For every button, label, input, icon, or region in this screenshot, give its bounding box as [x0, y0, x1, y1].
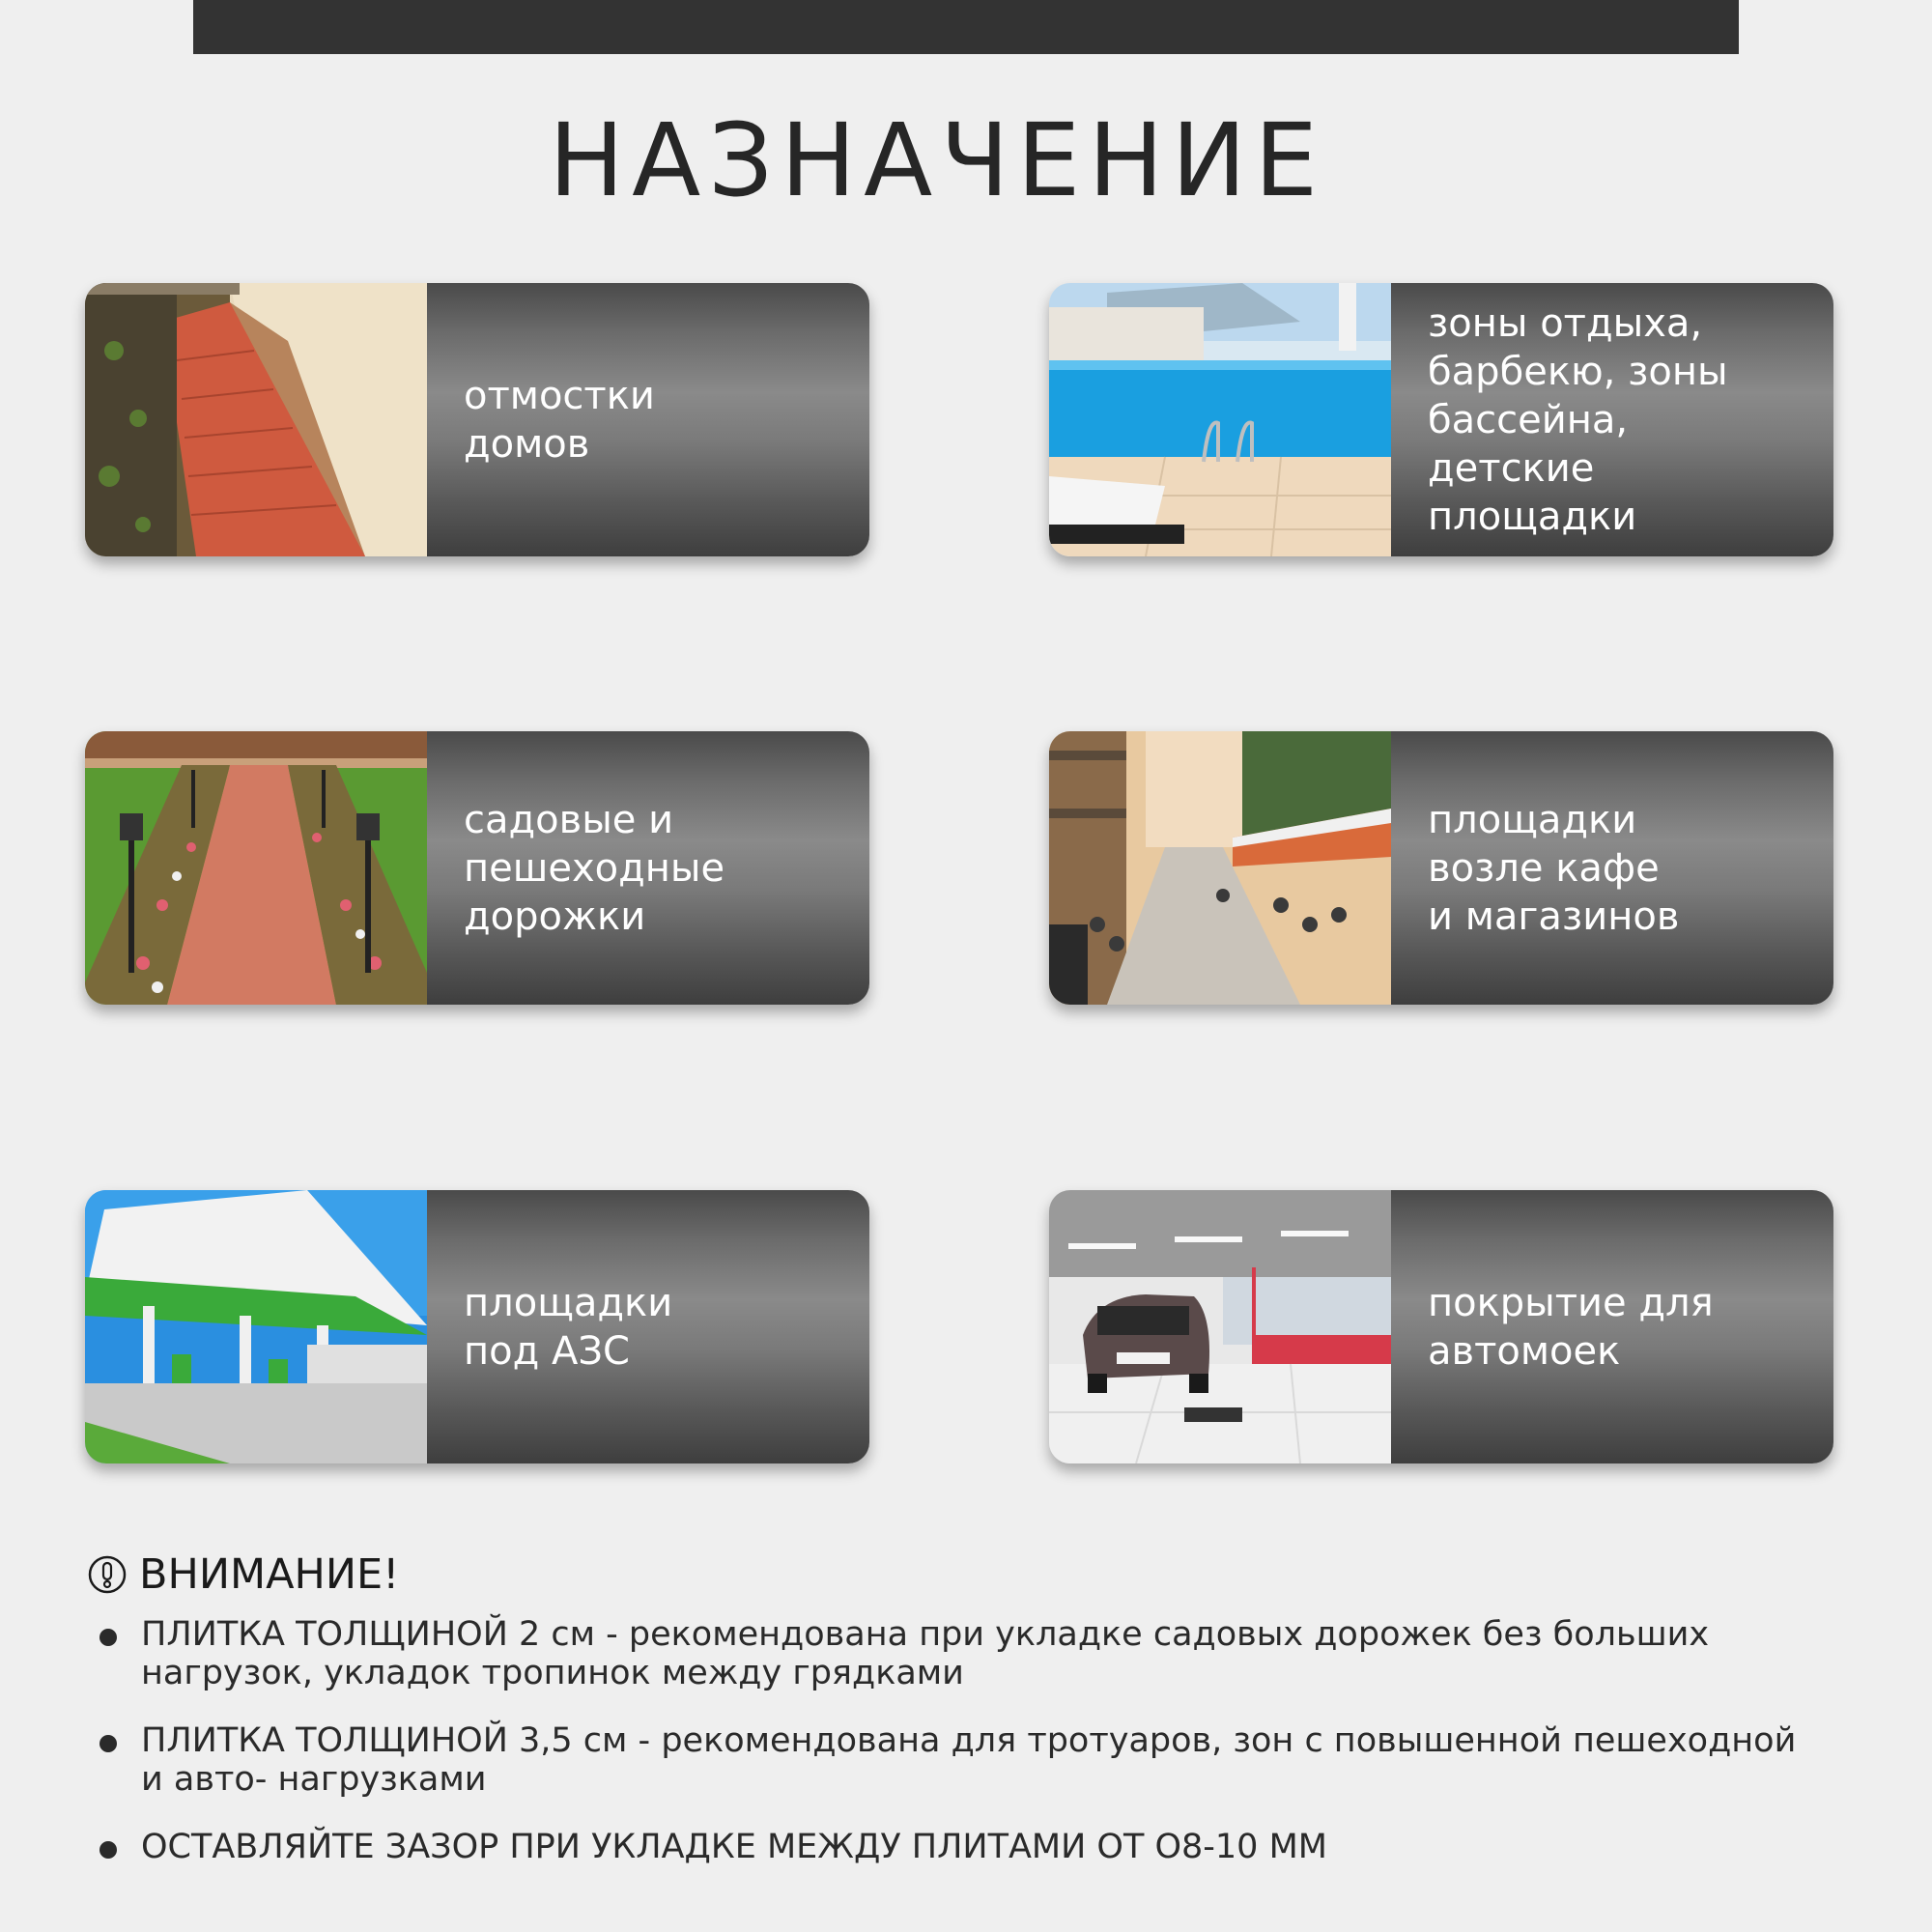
bullet-icon — [99, 1629, 117, 1646]
card-cafe-street — [1049, 731, 1833, 1005]
card-garden-path — [85, 731, 869, 1005]
garden-path-photo — [85, 731, 427, 1005]
card-text-panel — [1391, 731, 1833, 1005]
bullet-icon — [99, 1735, 117, 1752]
card-house-foundation — [85, 283, 869, 556]
list-item — [97, 1828, 1797, 1866]
card-label: садовые и пешеходные дорожки — [464, 797, 725, 939]
exclamation-circle-icon — [87, 1554, 128, 1595]
list-item — [97, 1721, 1797, 1799]
card-label: отмостки домов — [464, 373, 655, 467]
card-text-panel — [427, 731, 869, 1005]
card-label: площадки под АЗС — [464, 1280, 673, 1374]
card-text-panel — [427, 1190, 869, 1463]
warning-title: ВНИМАНИЕ! — [139, 1550, 400, 1599]
house-foundation-paving-photo — [85, 283, 427, 556]
card-label: покрытие для автомоек — [1428, 1280, 1714, 1374]
card-pool-area — [1049, 283, 1833, 556]
bullet-icon — [99, 1841, 117, 1859]
note-text: ОСТАВЛЯЙТЕ ЗАЗОР ПРИ УКЛАДКЕ МЕЖДУ ПЛИТАМИ ОТ О8-10 ММ — [141, 1828, 1327, 1866]
pool-area-photo — [1049, 283, 1391, 556]
note-text: ПЛИТКА ТОЛЩИНОЙ 3,5 см - рекомендована для тротуаров, зон с повышенной пешеходной и авто- нагрузками — [141, 1721, 1797, 1799]
cafe-street-photo — [1049, 731, 1391, 1005]
card-gas-station — [85, 1190, 869, 1463]
card-text-panel — [427, 283, 869, 556]
car-wash-photo — [1049, 1190, 1391, 1463]
card-text-panel — [1391, 283, 1833, 556]
card-text-panel — [1391, 1190, 1833, 1463]
top-bar — [193, 0, 1739, 54]
warning-heading — [87, 1550, 399, 1599]
notes-list — [97, 1615, 1797, 1895]
list-item — [97, 1615, 1797, 1692]
card-label: зоны отдыха, барбекю, зоны бассейна, детские площадки — [1428, 300, 1728, 539]
card-label: площадки возле кафе и магазинов — [1428, 797, 1680, 939]
page-title: НАЗНАЧЕНИЕ — [548, 101, 1326, 219]
gas-station-photo — [85, 1190, 427, 1463]
card-car-wash — [1049, 1190, 1833, 1463]
note-text: ПЛИТКА ТОЛЩИНОЙ 2 см - рекомендована при укладке садовых дорожек без больших нагрузок, укладок тропинок между грядками — [141, 1615, 1710, 1692]
